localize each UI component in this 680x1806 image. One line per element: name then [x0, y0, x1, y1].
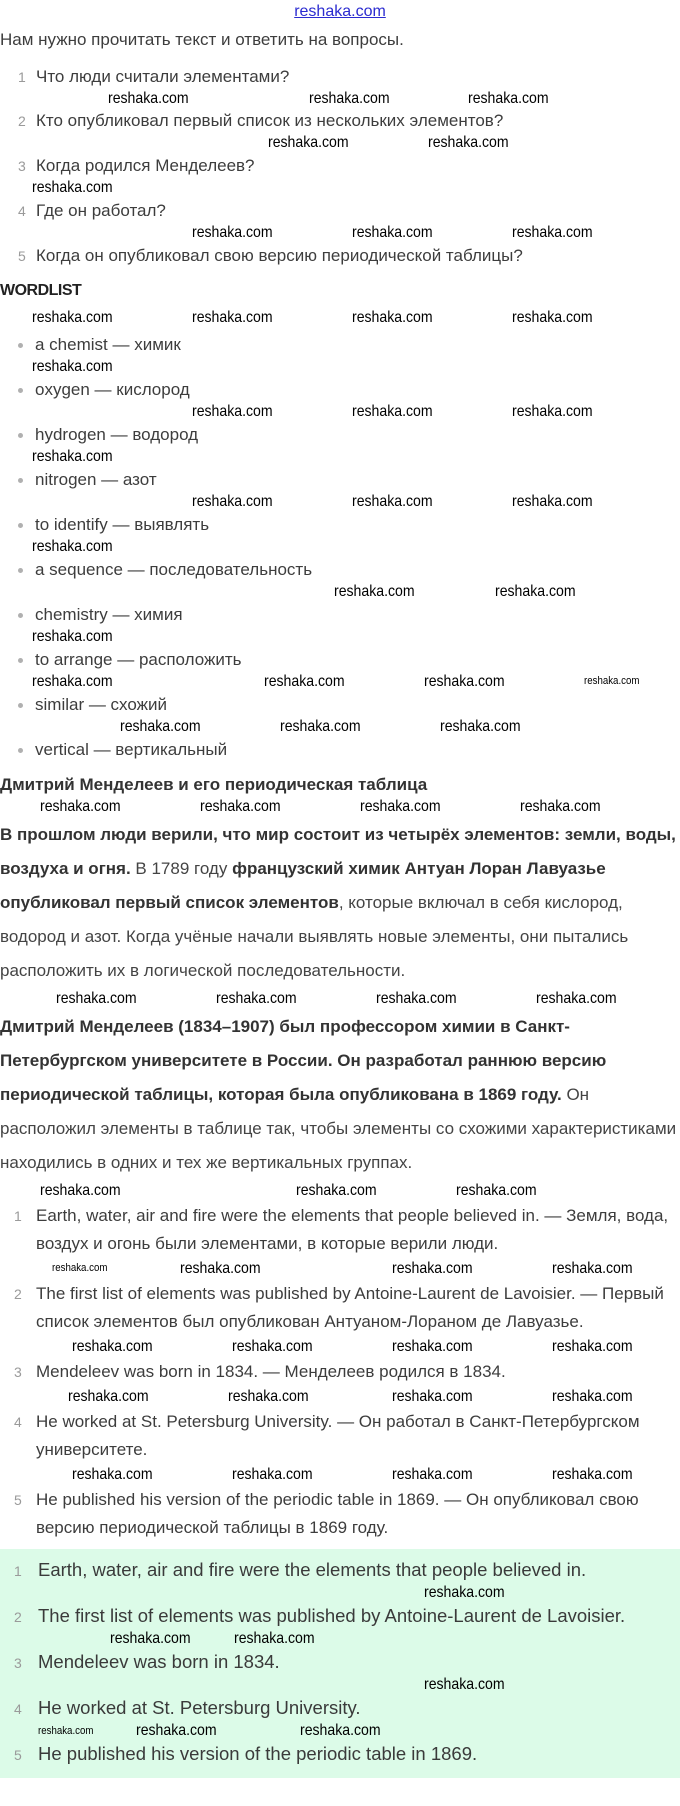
item-number: 1 — [18, 69, 26, 85]
watermark-row — [0, 446, 680, 469]
watermark-row — [0, 1258, 680, 1280]
item-number: 5 — [14, 1747, 22, 1763]
watermark: reshaka.com — [552, 1388, 633, 1405]
watermark-row — [0, 491, 680, 514]
watermark: reshaka.com — [552, 1338, 633, 1355]
item-number: 1 — [14, 1563, 22, 1579]
watermark: reshaka.com — [424, 1676, 505, 1693]
text-segment: , которые включал в себя кислород, водород и азот. Когда учёные начали выявлять новые элементы, они пытались расположить их в логической последовательности. — [0, 893, 629, 980]
watermark: reshaka.com — [552, 1466, 633, 1483]
spacer — [0, 267, 680, 280]
watermark: reshaka.com — [32, 179, 113, 196]
watermark: reshaka.com — [268, 134, 349, 151]
summary-item — [0, 1695, 680, 1721]
item-number: 4 — [14, 1414, 22, 1430]
summary-text: He published his version of the periodic table in 1869. — [38, 1743, 478, 1764]
item-number: 5 — [18, 248, 26, 264]
summary-item — [0, 1603, 680, 1629]
watermark: reshaka.com — [392, 1388, 473, 1405]
watermark: reshaka.com — [40, 798, 121, 815]
watermark: reshaka.com — [352, 224, 433, 241]
watermark: reshaka.com — [440, 718, 521, 735]
watermark: reshaka.com — [424, 1584, 505, 1601]
watermark-row — [0, 581, 680, 604]
watermark-row — [0, 1464, 680, 1486]
spacer — [0, 51, 680, 66]
watermark: reshaka.com — [232, 1466, 313, 1483]
question-text: Кто опубликовал первый список из нескольких элементов? — [36, 111, 504, 130]
bullet-icon — [18, 703, 23, 708]
wordlist-heading: WORDLIST — [0, 282, 82, 299]
bullet-icon — [18, 388, 23, 393]
item-number: 4 — [18, 203, 26, 219]
word-text: to identify — выявлять — [35, 515, 210, 534]
watermark: reshaka.com — [68, 1388, 149, 1405]
watermark: reshaka.com — [424, 673, 505, 690]
watermark: reshaka.com — [32, 673, 113, 690]
question-item — [0, 110, 680, 132]
item-number: 3 — [18, 158, 26, 174]
watermark: reshaka.com — [216, 990, 297, 1007]
bullet-icon — [18, 613, 23, 618]
word-item — [0, 559, 680, 581]
question-item — [0, 200, 680, 222]
word-text: a chemist — химик — [35, 335, 181, 354]
item-number: 2 — [14, 1286, 22, 1302]
watermark-row — [0, 302, 680, 334]
watermark: reshaka.com — [32, 358, 113, 375]
watermark: reshaka.com — [38, 1725, 94, 1737]
watermark-row — [0, 356, 680, 379]
question-text: Когда родился Менделеев? — [36, 156, 255, 175]
text-title: Дмитрий Менделеев и его периодическая таблица — [0, 775, 428, 794]
word-text: a sequence — последовательность — [35, 560, 313, 579]
watermark: reshaka.com — [520, 798, 601, 815]
questions-list — [0, 66, 680, 267]
word-text: nitrogen — азот — [35, 470, 157, 489]
watermark: reshaka.com — [512, 224, 593, 241]
word-text: similar — схожий — [35, 695, 167, 714]
watermark-row — [0, 1336, 680, 1358]
spacer — [0, 1542, 680, 1549]
watermark: reshaka.com — [72, 1466, 153, 1483]
watermark: reshaka.com — [309, 90, 390, 107]
word-text: oxygen — кислород — [35, 380, 190, 399]
answer-text: Mendeleev was born in 1834. — Менделеев родился в 1834. — [36, 1362, 506, 1381]
text-segment: Он расположил элементы в таблице так, чтобы элементы со схожими характеристиками находились в одних и тех же вертикальных группах. — [0, 1085, 677, 1172]
question-item — [0, 66, 680, 88]
answer-item — [0, 1358, 680, 1386]
watermark-row — [0, 1180, 680, 1202]
bullet-icon — [18, 433, 23, 438]
watermark-row — [0, 222, 680, 245]
summary-text: Mendeleev was born in 1834. — [38, 1651, 280, 1672]
watermark: reshaka.com — [536, 990, 617, 1007]
word-item — [0, 469, 680, 491]
item-number: 3 — [14, 1364, 22, 1380]
watermark: reshaka.com — [120, 718, 201, 735]
word-item — [0, 334, 680, 356]
watermark: reshaka.com — [334, 583, 415, 600]
watermark: reshaka.com — [56, 990, 137, 1007]
summary-text: The first list of elements was published by Antoine-Laurent de Lavoisier. — [38, 1605, 626, 1626]
watermark: reshaka.com — [512, 493, 593, 510]
watermark-row — [0, 1675, 680, 1695]
wordlist — [0, 302, 680, 761]
word-item — [0, 739, 680, 761]
watermark: reshaka.com — [552, 1260, 633, 1277]
watermark-row — [0, 626, 680, 649]
bold-segment: французский химик Антуан Лоран Лавуазье опубликовал первый список элементов — [0, 859, 606, 912]
watermark: reshaka.com — [180, 1260, 261, 1277]
bullet-icon — [18, 523, 23, 528]
watermark: reshaka.com — [584, 675, 640, 687]
watermark-row — [0, 716, 680, 739]
watermark: reshaka.com — [360, 798, 441, 815]
question-text: Где он работал? — [36, 201, 166, 220]
watermark: reshaka.com — [232, 1338, 313, 1355]
paragraph-1 — [0, 818, 680, 988]
watermark-row — [0, 1386, 680, 1408]
spacer — [0, 761, 680, 774]
watermark: reshaka.com — [192, 309, 273, 326]
bullet-icon — [18, 478, 23, 483]
summary-text: He worked at St. Petersburg University. — [38, 1697, 361, 1718]
question-text: Когда он опубликовал свою версию периодической таблицы? — [36, 246, 523, 265]
bullet-icon — [18, 748, 23, 753]
answer-text: He published his version of the periodic table in 1869. — Он опубликовал свою версию периодической таблицы в 1869 году. — [36, 1490, 639, 1537]
watermark: reshaka.com — [280, 718, 361, 735]
answer-text: He worked at St. Petersburg University. — Он работал в Санкт-Петербургском университете. — [36, 1412, 640, 1459]
watermark-row — [0, 401, 680, 424]
question-item — [0, 245, 680, 267]
summary-text: Earth, water, air and fire were the elements that people believed in. — [38, 1559, 587, 1580]
word-text: chemistry — химия — [35, 605, 183, 624]
word-text: hydrogen — водород — [35, 425, 199, 444]
watermark: reshaka.com — [300, 1722, 381, 1739]
question-item — [0, 155, 680, 177]
text-segment: В 1789 году — [130, 859, 233, 878]
word-text: to arrange — расположить — [35, 650, 242, 669]
watermark: reshaka.com — [428, 134, 509, 151]
summary-item — [0, 1741, 680, 1767]
watermark: reshaka.com — [192, 224, 273, 241]
answer-item — [0, 1408, 680, 1464]
watermark: reshaka.com — [52, 1262, 108, 1274]
word-item — [0, 604, 680, 626]
item-number: 3 — [14, 1655, 22, 1671]
intro-text: Нам нужно прочитать текст и ответить на вопросы. — [0, 30, 404, 49]
watermark-row — [0, 1629, 680, 1649]
watermark: reshaka.com — [512, 403, 593, 420]
question-text: Что люди считали элементами? — [36, 67, 290, 86]
answer-item — [0, 1202, 680, 1258]
summary-item — [0, 1649, 680, 1675]
watermark: reshaka.com — [352, 493, 433, 510]
answer-item — [0, 1486, 680, 1542]
word-item — [0, 424, 680, 446]
item-number: 5 — [14, 1492, 22, 1508]
watermark: reshaka.com — [40, 1182, 121, 1199]
watermark: reshaka.com — [228, 1388, 309, 1405]
watermark-row — [0, 132, 680, 155]
watermark-row — [0, 177, 680, 200]
word-item — [0, 514, 680, 536]
watermark-row — [0, 1583, 680, 1603]
bold-segment: В прошлом люди верили, что мир состоит из четырёх элементов: земли, воды, воздуха и огня. — [0, 825, 676, 878]
answer-item — [0, 1280, 680, 1336]
watermark: reshaka.com — [495, 583, 576, 600]
bullet-icon — [18, 658, 23, 663]
watermark: reshaka.com — [136, 1722, 217, 1739]
watermark: reshaka.com — [456, 1182, 537, 1199]
summary-item — [0, 1557, 680, 1583]
watermark: reshaka.com — [192, 403, 273, 420]
item-number: 2 — [18, 113, 26, 129]
bold-segment: Дмитрий Менделеев (1834–1907) был профессором химии в Санкт-Петербургском университете в России. Он разработал раннюю версию периодической таблицы, которая была опубликована в 1869 году. — [0, 1017, 607, 1104]
watermark: reshaka.com — [72, 1338, 153, 1355]
site-link[interactable]: reshaka.com — [294, 3, 386, 20]
watermark-row — [0, 536, 680, 559]
word-item — [0, 379, 680, 401]
watermark: reshaka.com — [296, 1182, 377, 1199]
word-text: vertical — вертикальный — [35, 740, 228, 759]
item-number: 4 — [14, 1701, 22, 1717]
item-number: 1 — [14, 1208, 22, 1224]
watermark: reshaka.com — [352, 309, 433, 326]
watermark-row — [0, 1721, 680, 1741]
answers-summary-box — [0, 1549, 680, 1778]
bullet-icon — [18, 568, 23, 573]
watermark: reshaka.com — [234, 1630, 315, 1647]
bullet-icon — [18, 343, 23, 348]
watermark: reshaka.com — [200, 798, 281, 815]
word-item — [0, 649, 680, 671]
watermark: reshaka.com — [264, 673, 345, 690]
watermark-row — [0, 988, 680, 1010]
watermark: reshaka.com — [392, 1260, 473, 1277]
watermark-row — [0, 796, 680, 818]
word-item — [0, 694, 680, 716]
answer-text: The first list of elements was published by Antoine-Laurent de Lavoisier. — Первый список элементов был опубликован Антуаном-Лораном де Лавуазье. — [36, 1284, 664, 1331]
watermark: reshaka.com — [352, 403, 433, 420]
watermark: reshaka.com — [108, 90, 189, 107]
item-number: 2 — [14, 1609, 22, 1625]
watermark: reshaka.com — [32, 538, 113, 555]
watermark: reshaka.com — [468, 90, 549, 107]
watermark-row — [0, 671, 680, 694]
watermark: reshaka.com — [110, 1630, 191, 1647]
watermark: reshaka.com — [376, 990, 457, 1007]
watermark: reshaka.com — [32, 628, 113, 645]
watermark: reshaka.com — [192, 493, 273, 510]
answer-text: Earth, water, air and fire were the elements that people believed in. — Земля, вода, воздух и огонь были элементами, в которые верили люди. — [36, 1206, 669, 1253]
watermark: reshaka.com — [392, 1338, 473, 1355]
answers-list — [0, 1202, 680, 1542]
watermark: reshaka.com — [392, 1466, 473, 1483]
watermark-row — [0, 88, 680, 110]
watermark: reshaka.com — [32, 448, 113, 465]
watermark: reshaka.com — [32, 309, 113, 326]
paragraph-2 — [0, 1010, 680, 1180]
watermark: reshaka.com — [512, 309, 593, 326]
